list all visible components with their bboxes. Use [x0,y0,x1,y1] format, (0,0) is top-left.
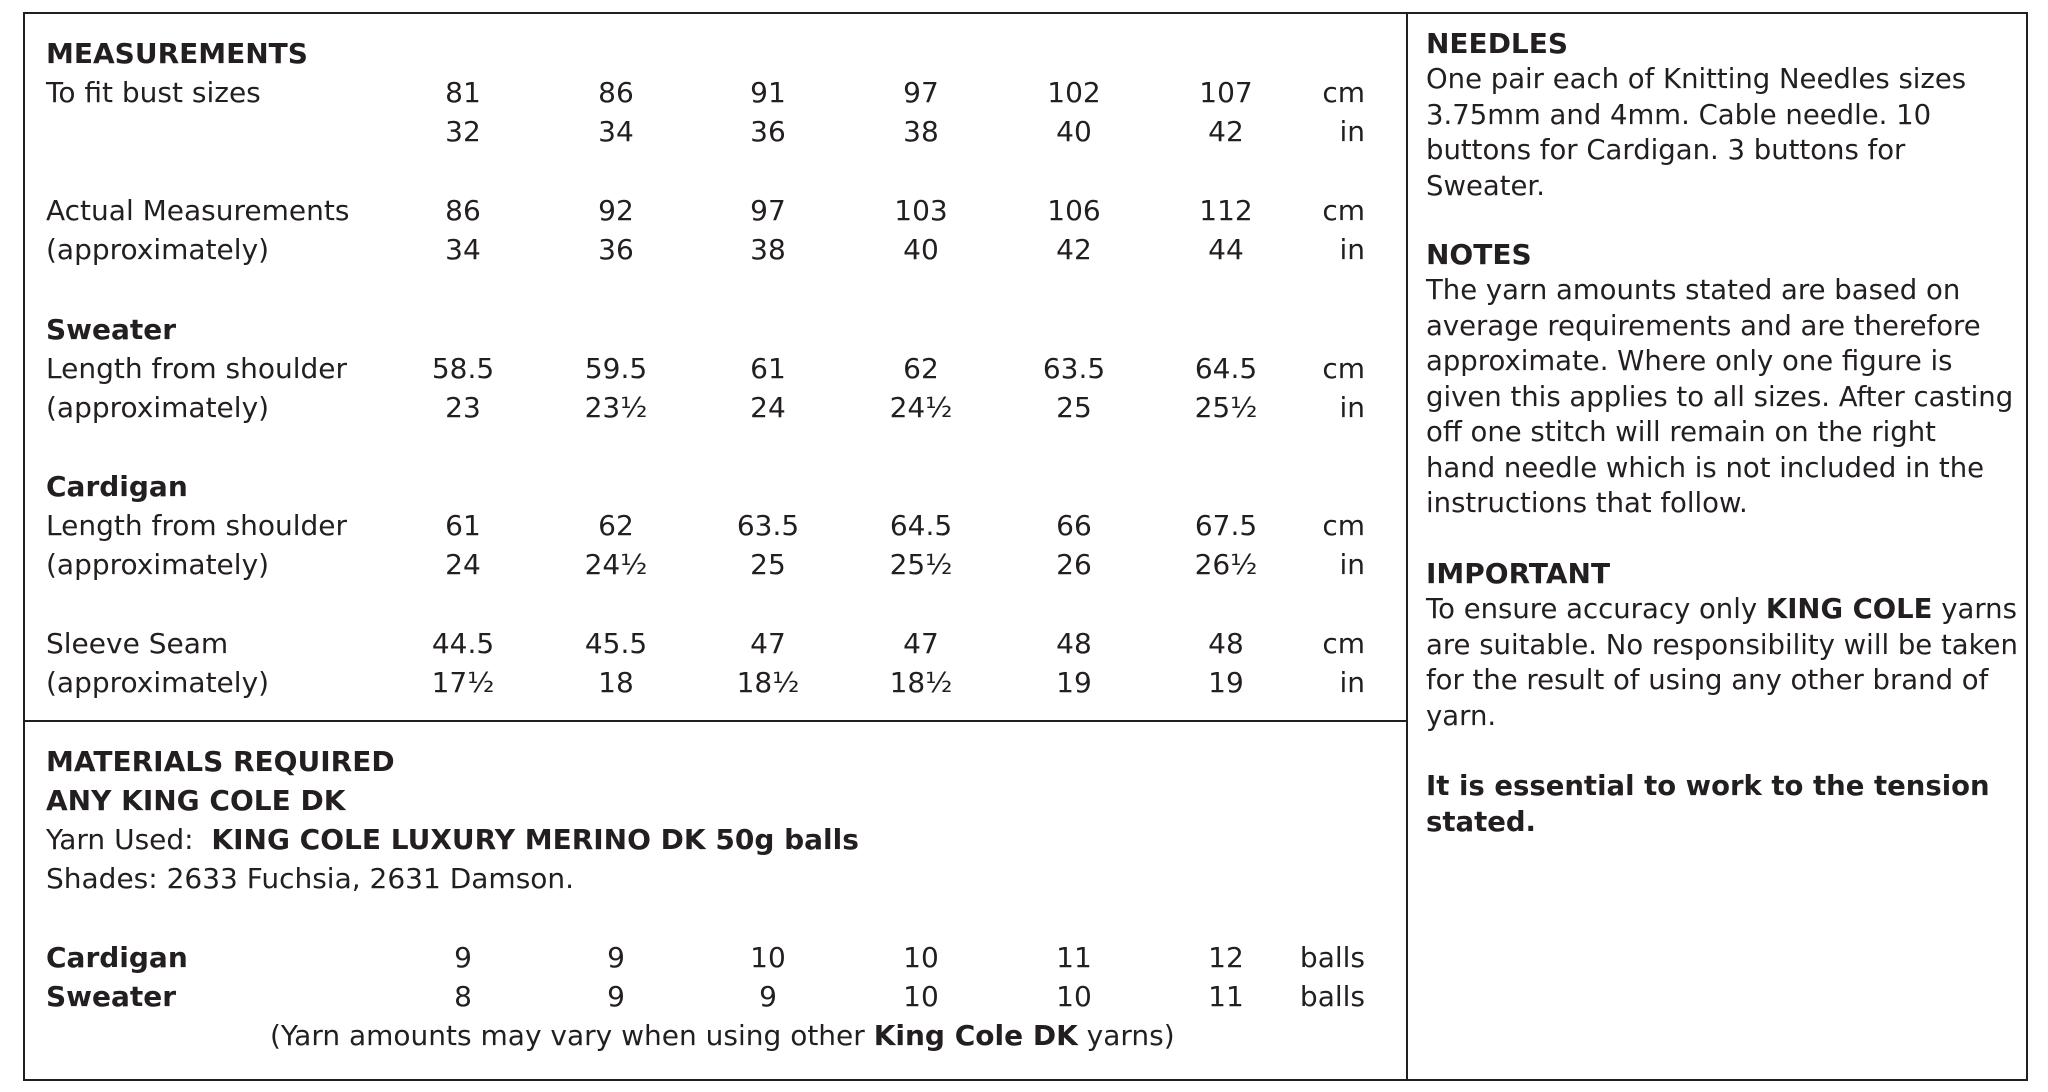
notes-line: average requirements and are therefore [1426,309,1981,342]
value-cell: 103 [894,194,948,227]
notes-line: approximate. Where only one figure is [1426,345,1953,377]
value-cell: 34 [445,233,481,266]
value-cell: 25 [750,548,786,581]
value-cell: 48 [1208,627,1244,660]
value-cell: 23½ [584,391,648,424]
important-line [1426,592,2026,628]
value-cell: 45.5 [584,627,648,660]
value-cell: 47 [750,627,786,660]
value-cell: 63.5 [736,509,800,542]
brand-name: KING COLE [1765,593,1933,625]
value-cell: 64.5 [1194,352,1258,385]
value-cell: 86 [445,194,481,227]
needles-line: buttons for Cardigan. 3 buttons for [1426,134,1906,166]
value-cell: 17½ [431,666,495,699]
bust-sizes-label: To fit bust sizes [46,76,261,109]
value-cell: 32 [445,115,481,148]
value-cell: 9 [607,980,625,1013]
value-cell: 23 [445,391,481,424]
unit-label: cm [1322,352,1365,385]
unit-label: cm [1322,194,1365,227]
notes-line: instructions that follow. [1426,487,1748,519]
important-line: for the result of using any other brand of [1426,664,1989,696]
unit-label: cm [1322,76,1365,109]
approx-label: (approximately) [46,391,270,424]
value-cell: 67.5 [1194,509,1258,542]
pattern-info-panel [23,12,2028,1081]
value-cell: 24½ [889,391,953,424]
value-cell: 8 [454,980,472,1013]
cardigan-heading: Cardigan [46,470,188,503]
value-cell: 19 [1208,666,1244,699]
value-cell: 25 [1056,391,1092,424]
value-cell: 25½ [889,548,953,581]
value-cell: 44 [1208,233,1244,266]
value-cell: 48 [1056,627,1092,660]
value-cell: 34 [598,115,634,148]
value-cell: 59.5 [584,352,648,385]
yarn-note-post: yarns) [1077,1019,1175,1052]
sleeve-seam-label: Sleeve Seam [46,627,229,660]
length-label: Length from shoulder [46,509,348,542]
value-cell: 10 [903,941,939,974]
value-cell: 62 [903,352,939,385]
section-divider [25,720,1406,722]
value-cell: 10 [750,941,786,974]
value-cell: 42 [1056,233,1092,266]
value-cell: 36 [750,115,786,148]
needles-line: Sweater. [1426,169,1545,202]
value-cell: 11 [1056,941,1092,974]
unit-label: balls [1299,941,1365,974]
value-cell: 10 [1056,980,1092,1013]
info-column [1407,14,2028,1079]
value-cell: 92 [598,194,634,227]
needles-line: 3.75mm and 4mm. Cable needle. 10 [1426,98,1932,131]
notes-line: off one stitch will remain on the right [1426,416,1936,448]
tension-note: It is essential to work to the tension [1426,770,1990,802]
value-cell: 18 [598,666,634,699]
value-cell: 18½ [889,666,953,699]
value-cell: 64.5 [889,509,953,542]
value-cell: 38 [750,233,786,266]
tension-note: stated. [1426,805,1536,838]
value-cell: 24½ [584,548,648,581]
value-cell: 91 [750,76,786,109]
needles-heading: NEEDLES [1426,27,1569,60]
value-cell: 26 [1056,548,1092,581]
unit-label: cm [1322,627,1365,660]
approx-label: (approximately) [46,233,270,266]
approx-label: (approximately) [46,666,270,699]
sweater-heading: Sweater [46,313,177,346]
value-cell: 10 [903,980,939,1013]
unit-label: cm [1322,509,1365,542]
actual-measurements-label: Actual Measurements [46,194,350,227]
value-cell: 102 [1047,76,1101,109]
value-cell: 24 [445,548,481,581]
yarn-used-label: Yarn Used: [46,823,194,856]
yarn-note [270,1016,1175,1055]
unit-label: in [1339,233,1365,266]
value-cell: 62 [598,509,634,542]
value-cell: 61 [750,352,786,385]
unit-label: in [1339,115,1365,148]
materials-subheading: ANY KING COLE DK [46,784,346,817]
value-cell: 12 [1208,941,1244,974]
cardigan-balls-label: Cardigan [46,941,188,974]
value-cell: 9 [759,980,777,1013]
value-cell: 81 [445,76,481,109]
value-cell: 38 [903,115,939,148]
value-cell: 24 [750,391,786,424]
notes-line: The yarn amounts stated are based on [1426,274,1961,306]
yarn-name: KING COLE LUXURY MERINO DK 50g balls [211,823,859,856]
shades-line: Shades: 2633 Fuchsia, 2631 Damson. [46,862,575,895]
important-line: are suitable. No responsibility will be taken [1426,628,2018,661]
value-cell: 66 [1056,509,1092,542]
value-cell: 42 [1208,115,1244,148]
value-cell: 36 [598,233,634,266]
unit-label: balls [1299,980,1365,1013]
approx-label: (approximately) [46,548,270,581]
value-cell: 47 [903,627,939,660]
value-cell: 58.5 [431,352,495,385]
measurements-heading: MEASUREMENTS [46,37,308,70]
unit-label: in [1339,548,1365,581]
important-line: yarn. [1426,699,1497,732]
value-cell: 86 [598,76,634,109]
materials-heading: MATERIALS REQUIRED [46,745,395,778]
value-cell: 112 [1199,194,1253,227]
needles-line: One pair each of Knitting Needles sizes [1426,63,1967,95]
value-cell: 19 [1056,666,1092,699]
value-cell: 44.5 [431,627,495,660]
value-cell: 40 [1056,115,1092,148]
value-cell: 40 [903,233,939,266]
yarn-note-pre: (Yarn amounts may vary when using other [270,1019,874,1052]
important-pre: To ensure accuracy only [1426,593,1766,625]
unit-label: in [1339,666,1365,699]
value-cell: 63.5 [1042,352,1106,385]
value-cell: 106 [1047,194,1101,227]
important-heading: IMPORTANT [1426,557,1611,590]
value-cell: 9 [454,941,472,974]
length-label: Length from shoulder [46,352,348,385]
sweater-balls-label: Sweater [46,980,177,1013]
value-cell: 25½ [1194,391,1258,424]
yarn-used-line [46,820,859,859]
unit-label: in [1339,391,1365,424]
value-cell: 97 [903,76,939,109]
notes-heading: NOTES [1426,238,1532,271]
notes-line: hand needle which is not included in the [1426,451,1985,484]
value-cell: 107 [1199,76,1253,109]
value-cell: 61 [445,509,481,542]
value-cell: 18½ [736,666,800,699]
value-cell: 97 [750,194,786,227]
value-cell: 9 [607,941,625,974]
notes-line: given this applies to all sizes. After casting [1426,380,2014,413]
value-cell: 11 [1208,980,1244,1013]
important-post: yarns [1932,593,2017,625]
value-cell: 26½ [1194,548,1258,581]
yarn-note-brand: King Cole DK [873,1019,1078,1052]
